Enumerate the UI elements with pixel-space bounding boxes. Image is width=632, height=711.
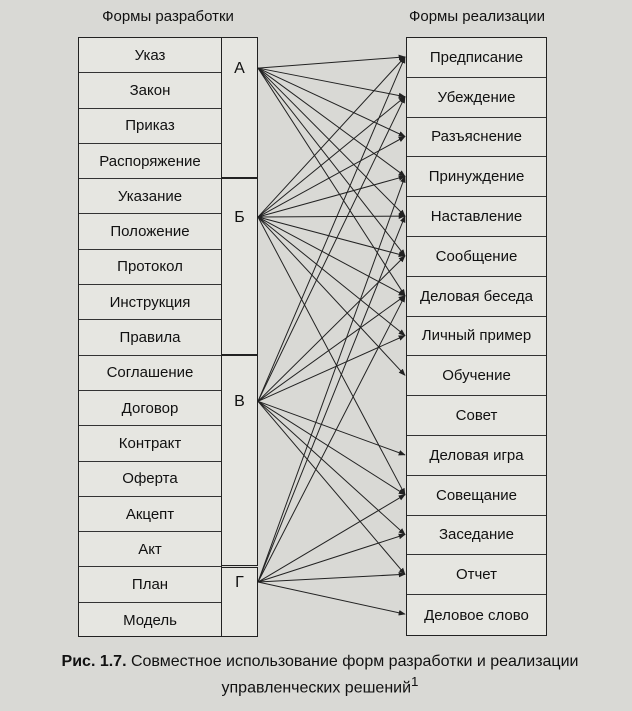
caption-footnote: 1 [411,674,419,689]
implementation-form-item: Деловое слово [424,606,529,624]
development-form-item: Акт [79,532,221,567]
connection-arrow [258,401,405,574]
development-form-item: Правила [79,320,221,355]
connection-arrow [258,582,405,614]
development-form-item: Соглашение [79,356,221,391]
development-form-item: Модель [123,611,177,629]
caption-text: Совместное использование форм разработки и реализации управленческих решений [130,653,579,697]
implementation-form-item: Деловая игра [407,436,546,476]
implementation-form-item: Убеждение [407,78,546,118]
implementation-form-item: Заседание [407,516,546,556]
connection-arrow [258,574,405,582]
implementation-form-item: Предписание [407,38,546,78]
development-form-item: Закон [79,73,221,108]
connection-arrow [258,401,405,455]
caption-label: Рис. 1.7. [61,653,127,670]
connection-arrow [258,68,405,176]
implementation-form-item: Совет [407,396,546,436]
connection-arrow [258,217,405,375]
group-label: В [234,393,245,411]
connection-arrow [258,68,405,97]
development-form-item: Приказ [79,109,221,144]
implementation-form-item: Обучение [407,356,546,396]
implementation-form-item: Принуждение [407,157,546,197]
development-form-item: Положение [79,214,221,249]
development-form-item: Указание [79,179,221,214]
connection-arrow [258,137,405,218]
development-form-item: Акцепт [79,497,221,532]
development-form-item: Инструкция [79,285,221,320]
implementation-form-item: Деловая беседа [407,277,546,317]
left-column-title: Формы разработки [102,8,234,25]
implementation-form-item: Отчет [407,555,546,595]
implementation-form-item: Разъяснение [407,118,546,158]
implementation-form-item: Личный пример [407,317,546,357]
connection-arrow [258,216,405,217]
connection-arrow [258,336,405,402]
connection-arrow [258,97,405,217]
connection-arrow [258,401,405,534]
connection-arrow [258,296,405,582]
development-form-item: Протокол [79,250,221,285]
connection-arrow [258,535,405,583]
implementation-form-item: Совещание [407,476,546,516]
connection-arrow [258,57,405,68]
development-form-item: Контракт [79,426,221,461]
group-label: Г [235,574,244,592]
development-form-item: Указ [79,38,221,73]
implementation-form-item: Сообщение [407,237,546,277]
implementation-form-item: Наставление [407,197,546,237]
connection-arrow [258,216,405,582]
development-form-item: Договор [79,391,221,426]
figure-caption [20,652,620,698]
connection-arrow [258,68,405,256]
connection-arrow [258,401,405,494]
development-form-item: Оферта [79,462,221,497]
connection-arrow [258,57,405,217]
group-label: Б [234,209,245,227]
development-form-item: План [79,567,221,602]
connection-arrow [258,217,405,335]
group-label: А [234,60,245,78]
development-form-item: Распоряжение [79,144,221,179]
right-column-title: Формы реализации [408,8,546,25]
